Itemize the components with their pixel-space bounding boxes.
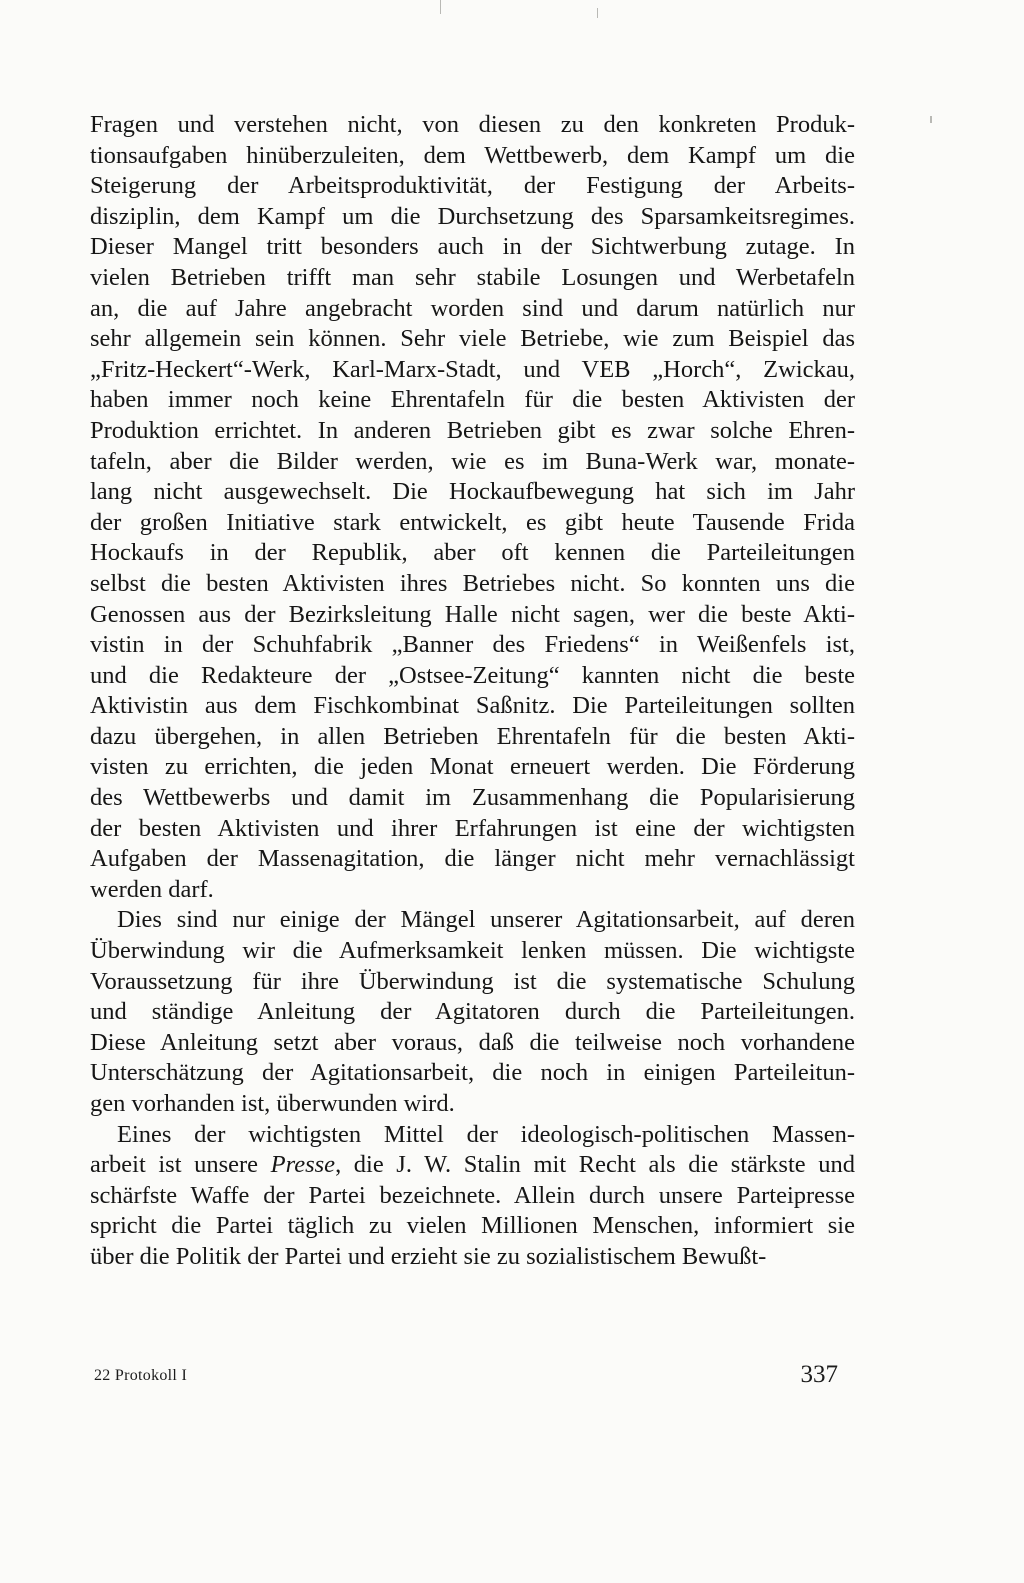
scan-mark [930, 116, 932, 123]
page-number: 337 [800, 1361, 838, 1388]
text-line: Produktion errichtet. In anderen Betrieben gibt es zwar solche Ehren- [90, 416, 855, 444]
text-line: disziplin, dem Kampf um die Durchsetzung des Sparsamkeitsregimes. [90, 202, 855, 230]
text-line: „Fritz-Heckert“-Werk, Karl-Marx-Stadt, und VEB „Horch“, Zwickau, [90, 355, 855, 383]
text-line: schärfste Waffe der Partei bezeichnete. Allein durch unsere Parteipresse [90, 1181, 855, 1209]
text-line: tafeln, aber die Bilder werden, wie es im Buna-Werk war, monate- [90, 447, 855, 475]
text-line: Aktivistin aus dem Fischkombinat Saßnitz. Die Parteileitungen sollten [90, 692, 855, 720]
text-line: an, die auf Jahre angebracht worden sind und darum natürlich nur [90, 294, 855, 322]
text-line: Diese Anleitung setzt aber voraus, daß die teilweise noch vorhandene [90, 1028, 855, 1056]
text-line: werden darf. [90, 875, 214, 903]
text-line: Dieser Mangel tritt besonders auch in der Sichtwerbung zutage. In [90, 233, 855, 261]
text-line: und ständige Anleitung der Agitatoren durch die Parteileitungen. [90, 998, 855, 1026]
text-line: sehr allgemein sein können. Sehr viele Betriebe, wie zum Beispiel das [90, 325, 855, 353]
paragraph [90, 905, 855, 1119]
text-line: Eines der wichtigsten Mittel der ideologisch-politischen Massen- [117, 1120, 855, 1148]
page-footer [94, 1361, 838, 1391]
text-line: der besten Aktivisten und ihrer Erfahrungen ist eine der wichtigsten [90, 814, 855, 842]
text-line: Überwindung wir die Aufmerksamkeit lenken müssen. Die wichtigste [90, 937, 855, 965]
paragraph [90, 110, 855, 905]
text-line: visten zu errichten, die jeden Monat erneuert werden. Die Förderung [90, 753, 855, 781]
text-line: Dies sind nur einige der Mängel unserer Agitationsarbeit, auf deren [117, 906, 855, 934]
text-line: des Wettbewerbs und damit im Zusammenhang die Popularisierung [90, 784, 855, 812]
text-line: Voraussetzung für ihre Überwindung ist die systematische Schulung [90, 967, 855, 995]
text-line: der großen Initiative stark entwickelt, es gibt heute Tausende Frida [90, 508, 855, 536]
text-line: über die Politik der Partei und erzieht sie zu sozialistischem Bewußt- [90, 1242, 767, 1270]
text-line: haben immer noch keine Ehrentafeln für die besten Aktivisten der [90, 386, 855, 414]
text-line: arbeit ist unsere Presse, die J. W. Stalin mit Recht als die stärkste und [90, 1151, 855, 1179]
text-line: vistin in der Schuhfabrik „Banner des Friedens“ in Weißenfels ist, [90, 631, 855, 659]
text-line: lang nicht ausgewechselt. Die Hockaufbewegung hat sich im Jahr [90, 478, 855, 506]
paragraph [90, 1120, 855, 1273]
scan-mark [597, 8, 598, 18]
text-line: spricht die Partei täglich zu vielen Millionen Menschen, informiert sie [90, 1212, 855, 1240]
text-line: dazu übergehen, in allen Betrieben Ehrentafeln für die besten Akti- [90, 722, 855, 750]
text-line: Genossen aus der Bezirksleitung Halle nicht sagen, wer die beste Akti- [90, 600, 855, 628]
text-line: Aufgaben der Massenagitation, die länger nicht mehr vernachlässigt [90, 845, 855, 873]
text-line: Hockaufs in der Republik, aber oft kennen die Parteileitungen [90, 539, 855, 567]
text-line: gen vorhanden ist, überwunden wird. [90, 1090, 455, 1117]
text-line: und die Redakteure der „Ostsee-Zeitung“ kannten nicht die beste [90, 661, 855, 689]
text-line: Steigerung der Arbeitsproduktivität, der Festigung der Arbeits- [90, 172, 855, 200]
text-line: Fragen und verstehen nicht, von diesen zu den konkreten Produk- [90, 111, 855, 138]
printer-signature: 22 Protokoll I [94, 1367, 188, 1384]
scan-mark [440, 0, 441, 14]
text-line: Unterschätzung der Agitationsarbeit, die noch in einigen Parteileitun- [90, 1059, 855, 1087]
text-line: vielen Betrieben trifft man sehr stabile Losungen und Werbetafeln [90, 263, 855, 291]
text-line: selbst die besten Aktivisten ihres Betriebes nicht. So konnten uns die [90, 569, 855, 597]
text-line: tionsaufgaben hinüberzuleiten, dem Wettbewerb, dem Kampf um die [90, 141, 855, 169]
body-text [90, 110, 855, 1273]
